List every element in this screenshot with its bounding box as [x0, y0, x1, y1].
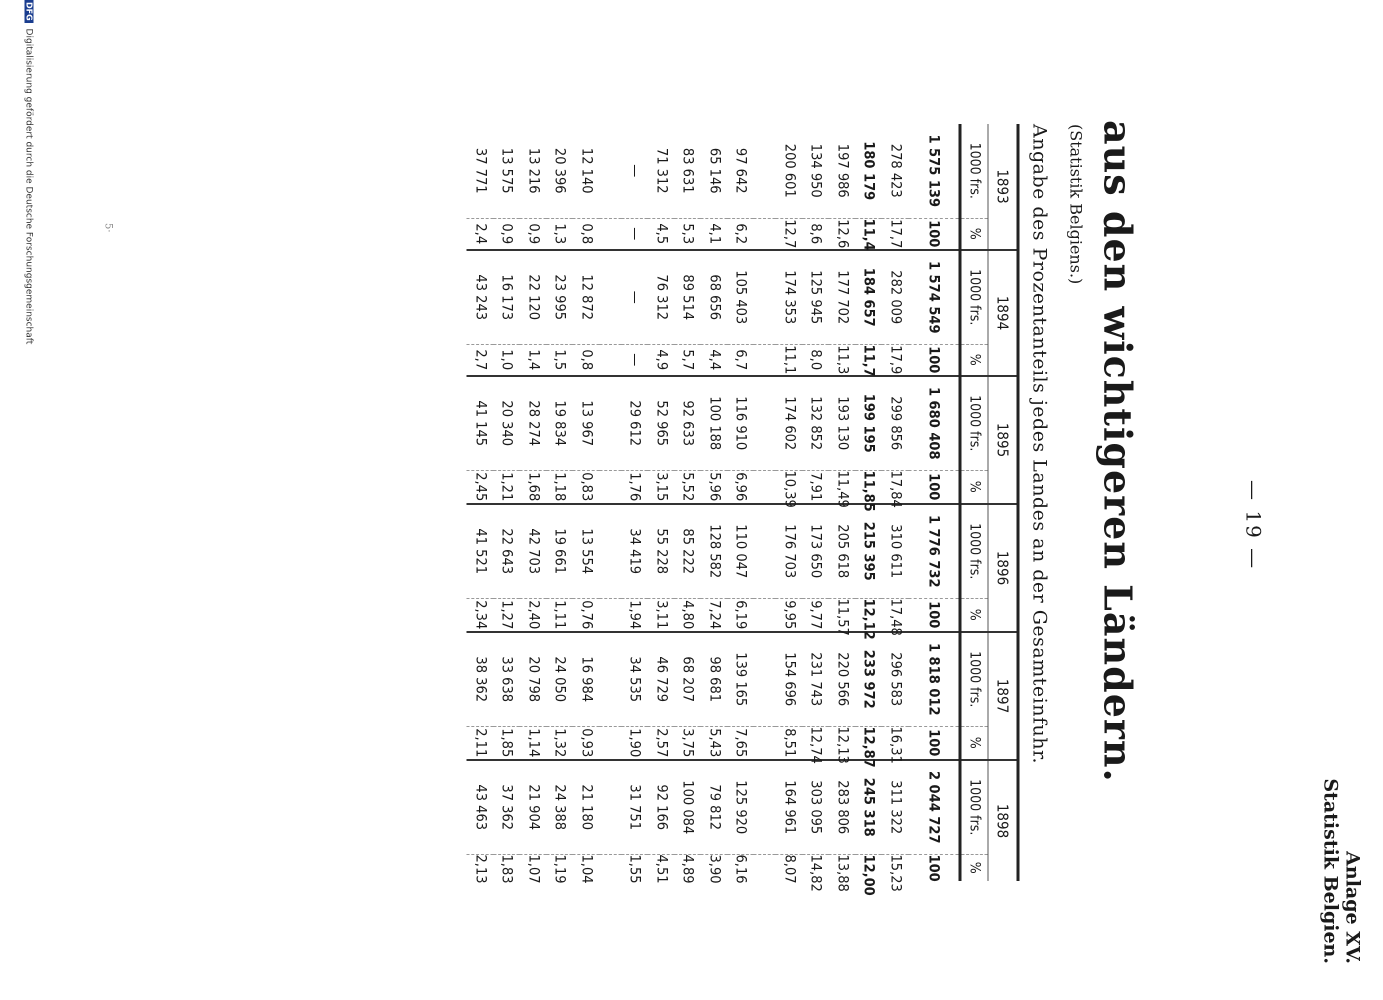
table-row [882, 124, 909, 881]
value-cell: 21 180 [573, 760, 600, 854]
percent-cell: 0,8 [573, 344, 600, 376]
value-cell: 24 050 [546, 632, 573, 726]
value-cell: 34 419 [621, 504, 648, 598]
percent-cell: 14,82 [802, 854, 829, 881]
value-cell: 46 729 [648, 632, 675, 726]
spacer-cell [754, 598, 776, 632]
value-cell: 296 583 [882, 632, 909, 726]
value-cell: 79 812 [701, 760, 728, 854]
value-cell: 19 661 [546, 504, 573, 598]
percent-cell: 4,89 [674, 854, 701, 881]
value-cell: 55 228 [648, 504, 675, 598]
value-cell: 164 961 [776, 760, 803, 854]
percent-cell: 12,87 [855, 726, 882, 760]
value-cell: 125 945 [802, 250, 829, 344]
value-cell: 1 575 139 [925, 134, 941, 208]
unit-pct-header: % [960, 344, 988, 376]
value-cell: 174 602 [776, 376, 803, 470]
percent-cell: 4,5 [648, 218, 675, 250]
percent-cell: 100 [908, 598, 960, 632]
percent-cell: 3,90 [701, 854, 728, 881]
percent-cell: 5,96 [701, 470, 728, 504]
spacer-cell [754, 344, 776, 376]
page-title: aus den wichtigeren Ländern. [1095, 120, 1140, 783]
unit-pct-header: % [960, 598, 988, 632]
value-cell: 97 642 [732, 147, 749, 194]
table-row [520, 124, 547, 881]
year-header: 1898 [988, 760, 1018, 881]
spacer-cell [754, 470, 776, 504]
table-row [573, 124, 600, 881]
row-spacer [754, 124, 776, 881]
value-cell: 154 696 [776, 632, 803, 726]
value-cell: 38 362 [467, 632, 494, 726]
funding-text: Digitalisierung gefördert durch die Deutsche Forschungsgemeinschaft [23, 28, 33, 345]
value-cell: 33 638 [493, 632, 520, 726]
percent-cell: 2,40 [520, 598, 547, 632]
spacer-cell [754, 504, 776, 598]
percent-cell: 12,00 [855, 854, 882, 881]
value-cell: 105 403 [727, 250, 754, 344]
percent-cell: 0,83 [573, 470, 600, 504]
value-cell: 31 751 [621, 760, 648, 854]
value-cell: 132 852 [802, 376, 829, 470]
percent-cell: 17,7 [882, 218, 909, 250]
value-cell: 21 904 [520, 760, 547, 854]
value-cell: 215 395 [855, 504, 882, 598]
annex-header [1319, 778, 1363, 964]
spacer-cell [599, 504, 621, 598]
value-cell: 13 216 [524, 147, 541, 194]
import-share-table [467, 124, 1020, 896]
percent-cell: 1,94 [621, 598, 648, 632]
value-cell: 1 818 012 [908, 632, 960, 726]
table-row [648, 124, 675, 881]
unit-value-header: 1000 frs. [960, 632, 988, 726]
percent-cell: 1,11 [546, 598, 573, 632]
percent-cell: 2,57 [648, 726, 675, 760]
percent-cell: 0,9 [493, 218, 520, 250]
value-cell: 278 423 [886, 143, 903, 198]
spacer-cell [754, 376, 776, 470]
value-cell: 71 312 [652, 147, 669, 194]
percent-cell: 0,9 [520, 218, 547, 250]
value-cell: 23 995 [546, 250, 573, 344]
percent-cell: 15,23 [882, 854, 909, 881]
value-cell: 43 463 [467, 760, 494, 854]
percent-cell: 11,4 [855, 218, 882, 250]
value-cell: 282 009 [882, 250, 909, 344]
value-cell: 29 612 [621, 376, 648, 470]
value-cell: — [626, 164, 643, 178]
percent-cell: 6,96 [727, 470, 754, 504]
table-row [467, 124, 494, 881]
percent-cell: 11,7 [855, 344, 882, 376]
percent-cell: 12,6 [829, 218, 856, 250]
value-cell: 303 095 [802, 760, 829, 854]
spacer-cell [754, 218, 776, 250]
percent-cell: 8,07 [776, 854, 803, 881]
value-cell: 98 681 [701, 632, 728, 726]
value-cell: 100 084 [674, 760, 701, 854]
value-cell: 125 920 [727, 760, 754, 854]
percent-cell: 100 [908, 218, 960, 250]
percent-cell: 12,7 [776, 218, 803, 250]
percent-cell: 1,14 [520, 726, 547, 760]
percent-cell: 1,5 [546, 344, 573, 376]
spacer-cell [599, 854, 621, 881]
percent-cell: 2,13 [467, 854, 494, 881]
percent-cell: 1,18 [546, 470, 573, 504]
percent-cell: 9,77 [802, 598, 829, 632]
value-cell: 197 986 [833, 143, 850, 198]
percent-cell: 2,7 [467, 344, 494, 376]
value-cell: 13 575 [498, 147, 515, 194]
year-header: 1896 [988, 504, 1018, 632]
percent-cell: 3,11 [648, 598, 675, 632]
percent-cell: 11,85 [855, 470, 882, 504]
value-cell: 24 388 [546, 760, 573, 854]
value-cell: 13 967 [573, 376, 600, 470]
value-cell: 19 834 [546, 376, 573, 470]
table-caption: Angabe des Prozentanteils jedes Landes an der Gesamteinfuhr. [1028, 124, 1050, 765]
percent-cell: 12,13 [829, 726, 856, 760]
percent-cell: 6,2 [727, 218, 754, 250]
table-row [776, 124, 803, 881]
value-cell: 1 574 549 [908, 250, 960, 344]
page-subtitle: (Statistik Belgiens.) [1066, 124, 1085, 285]
value-cell: 76 312 [648, 250, 675, 344]
percent-cell: 4,9 [648, 344, 675, 376]
funding-note [23, 0, 33, 344]
percent-cell: 1,32 [546, 726, 573, 760]
unit-pct-header: % [960, 726, 988, 760]
table-row [674, 124, 701, 881]
percent-cell: 17,48 [882, 598, 909, 632]
value-cell: 128 582 [701, 504, 728, 598]
percent-cell: 1,85 [493, 726, 520, 760]
year-header: 1895 [988, 376, 1018, 504]
percent-cell: 3,75 [674, 726, 701, 760]
unit-value-header: 1000 frs. [960, 250, 988, 344]
value-cell: 52 965 [648, 376, 675, 470]
spacer-cell [599, 218, 621, 250]
value-cell: 177 702 [829, 250, 856, 344]
percent-cell: 1,19 [546, 854, 573, 881]
value-cell: 116 910 [727, 376, 754, 470]
value-cell: 134 950 [807, 143, 824, 198]
value-cell: 42 703 [520, 504, 547, 598]
percent-cell: 2,11 [467, 726, 494, 760]
value-cell: 85 222 [674, 504, 701, 598]
source-title: Statistik Belgien. [1319, 778, 1341, 964]
percent-cell: 1,55 [621, 854, 648, 881]
percent-cell: 4,80 [674, 598, 701, 632]
table-row [621, 124, 648, 881]
spacer-cell [599, 376, 621, 470]
table-row [802, 124, 829, 881]
percent-cell: 1,83 [493, 854, 520, 881]
value-cell: 28 274 [520, 376, 547, 470]
value-cell: 176 703 [776, 504, 803, 598]
unit-value-header: 1000 frs. [960, 376, 988, 470]
percent-cell: 100 [908, 344, 960, 376]
percent-cell: 5,52 [674, 470, 701, 504]
spacer-cell [599, 632, 621, 726]
percent-cell: 12,12 [855, 598, 882, 632]
percent-cell: 5,3 [674, 218, 701, 250]
percent-cell: 1,0 [493, 344, 520, 376]
percent-cell: 8,51 [776, 726, 803, 760]
unit-pct-header: % [960, 218, 988, 250]
value-cell: 68 207 [674, 632, 701, 726]
spacer-cell [599, 598, 621, 632]
percent-cell: — [621, 344, 648, 376]
value-cell: 100 188 [701, 376, 728, 470]
spacer-cell [599, 250, 621, 344]
value-cell: 34 535 [621, 632, 648, 726]
value-cell: 83 631 [679, 147, 696, 194]
percent-cell: 4,4 [701, 344, 728, 376]
value-cell: 173 650 [802, 504, 829, 598]
percent-cell: 17,9 [882, 344, 909, 376]
table-row [546, 124, 573, 881]
value-cell: 16 984 [573, 632, 600, 726]
spacer-cell [599, 726, 621, 760]
percent-cell: 6,19 [727, 598, 754, 632]
value-cell: 89 514 [674, 250, 701, 344]
table-row [855, 124, 882, 881]
percent-cell: 1,76 [621, 470, 648, 504]
percent-cell: 6,16 [727, 854, 754, 881]
value-cell: 2 044 727 [908, 760, 960, 854]
annex-label: Anlage XV. [1341, 851, 1363, 964]
percent-cell: 8,0 [802, 344, 829, 376]
percent-cell: 11,49 [829, 470, 856, 504]
value-cell: 311 322 [882, 760, 909, 854]
percent-cell: 1,04 [573, 854, 600, 881]
spacer-cell [754, 726, 776, 760]
dfg-badge: DFG [24, 2, 33, 21]
percent-cell: 3,15 [648, 470, 675, 504]
percent-cell: 7,91 [802, 470, 829, 504]
value-cell: 65 146 [705, 147, 722, 194]
percent-cell: 1,68 [520, 470, 547, 504]
value-cell: 231 743 [802, 632, 829, 726]
unit-pct-header: % [960, 854, 988, 881]
table-body [467, 124, 960, 896]
value-cell: 13 554 [573, 504, 600, 598]
percent-cell: 7,24 [701, 598, 728, 632]
percent-cell: 9,95 [776, 598, 803, 632]
percent-cell: 4,1 [701, 218, 728, 250]
value-cell: 193 130 [829, 376, 856, 470]
unit-header-row [960, 124, 988, 881]
percent-cell: 11,3 [829, 344, 856, 376]
unit-value-header: 1000 frs. [960, 504, 988, 598]
percent-cell: 1,27 [493, 598, 520, 632]
value-cell: 299 856 [882, 376, 909, 470]
total-row [908, 124, 960, 881]
spacer-cell [599, 124, 621, 218]
percent-cell: 12,74 [802, 726, 829, 760]
page-number: — 19 — [1241, 480, 1265, 571]
percent-cell: 17,84 [882, 470, 909, 504]
value-cell: 43 243 [467, 250, 494, 344]
percent-cell: 1,3 [546, 218, 573, 250]
percent-cell: 5,7 [674, 344, 701, 376]
year-header-row [988, 124, 1018, 881]
row-spacer [599, 124, 621, 881]
percent-cell: 2,4 [467, 218, 494, 250]
value-cell: 68 656 [701, 250, 728, 344]
value-cell: 283 806 [829, 760, 856, 854]
spacer-cell [754, 760, 776, 854]
table-row [727, 124, 754, 881]
table-row [701, 124, 728, 881]
spacer-cell [599, 344, 621, 376]
value-cell: 310 611 [882, 504, 909, 598]
value-cell: 110 047 [727, 504, 754, 598]
table-row [493, 124, 520, 881]
year-header: 1893 [988, 124, 1018, 250]
year-header: 1897 [988, 632, 1018, 760]
percent-cell: 1,4 [520, 344, 547, 376]
percent-cell: 100 [908, 726, 960, 760]
value-cell: — [621, 250, 648, 344]
percent-cell: 11,1 [776, 344, 803, 376]
value-cell: 37 362 [493, 760, 520, 854]
unit-pct-header: % [960, 470, 988, 504]
percent-cell: 6,7 [727, 344, 754, 376]
value-cell: 20 396 [551, 147, 568, 194]
value-cell: 200 601 [780, 143, 797, 198]
value-cell: 20 798 [520, 632, 547, 726]
percent-cell: 100 [908, 854, 960, 881]
value-cell: 12 140 [577, 147, 594, 194]
percent-cell: 16,31 [882, 726, 909, 760]
percent-cell: 10,39 [776, 470, 803, 504]
percent-cell: 8,6 [802, 218, 829, 250]
percent-cell: 0,93 [573, 726, 600, 760]
unit-value-header: 1000 frs. [960, 760, 988, 854]
value-cell: 1 776 732 [908, 504, 960, 598]
value-cell: 233 972 [855, 632, 882, 726]
value-cell: 245 318 [855, 760, 882, 854]
value-cell: 220 566 [829, 632, 856, 726]
spacer-cell [599, 760, 621, 854]
value-cell: 20 340 [493, 376, 520, 470]
spacer-cell [754, 632, 776, 726]
value-cell: 12 872 [573, 250, 600, 344]
value-cell: 199 195 [855, 376, 882, 470]
value-cell: 1 680 408 [908, 376, 960, 470]
percent-cell: 0,8 [573, 218, 600, 250]
spacer-cell [599, 470, 621, 504]
percent-cell: — [621, 218, 648, 250]
percent-cell: 4,51 [648, 854, 675, 881]
value-cell: 22 120 [520, 250, 547, 344]
value-cell: 92 166 [648, 760, 675, 854]
value-cell: 92 633 [674, 376, 701, 470]
percent-cell: 2,45 [467, 470, 494, 504]
percent-cell: 1,90 [621, 726, 648, 760]
percent-cell: 13,88 [829, 854, 856, 881]
value-cell: 180 179 [860, 141, 877, 201]
spacer-cell [754, 854, 776, 881]
percent-cell: 5,43 [701, 726, 728, 760]
page-mark: 5· [102, 223, 113, 233]
percent-cell: 2,34 [467, 598, 494, 632]
value-cell: 139 165 [727, 632, 754, 726]
percent-cell: 1,07 [520, 854, 547, 881]
value-cell: 16 173 [493, 250, 520, 344]
table-row [829, 124, 856, 881]
spacer-cell [754, 250, 776, 344]
spacer-cell [754, 124, 776, 218]
value-cell: 41 521 [467, 504, 494, 598]
percent-cell: 7,65 [727, 726, 754, 760]
value-cell: 174 353 [776, 250, 803, 344]
unit-value-header: 1000 frs. [960, 124, 988, 218]
value-cell: 184 657 [855, 250, 882, 344]
value-cell: 22 643 [493, 504, 520, 598]
percent-cell: 1,21 [493, 470, 520, 504]
value-cell: 37 771 [471, 147, 488, 194]
year-header: 1894 [988, 250, 1018, 376]
value-cell: 41 145 [467, 376, 494, 470]
percent-cell: 11,57 [829, 598, 856, 632]
percent-cell: 100 [908, 470, 960, 504]
value-cell: 205 618 [829, 504, 856, 598]
percent-cell: 0,76 [573, 598, 600, 632]
